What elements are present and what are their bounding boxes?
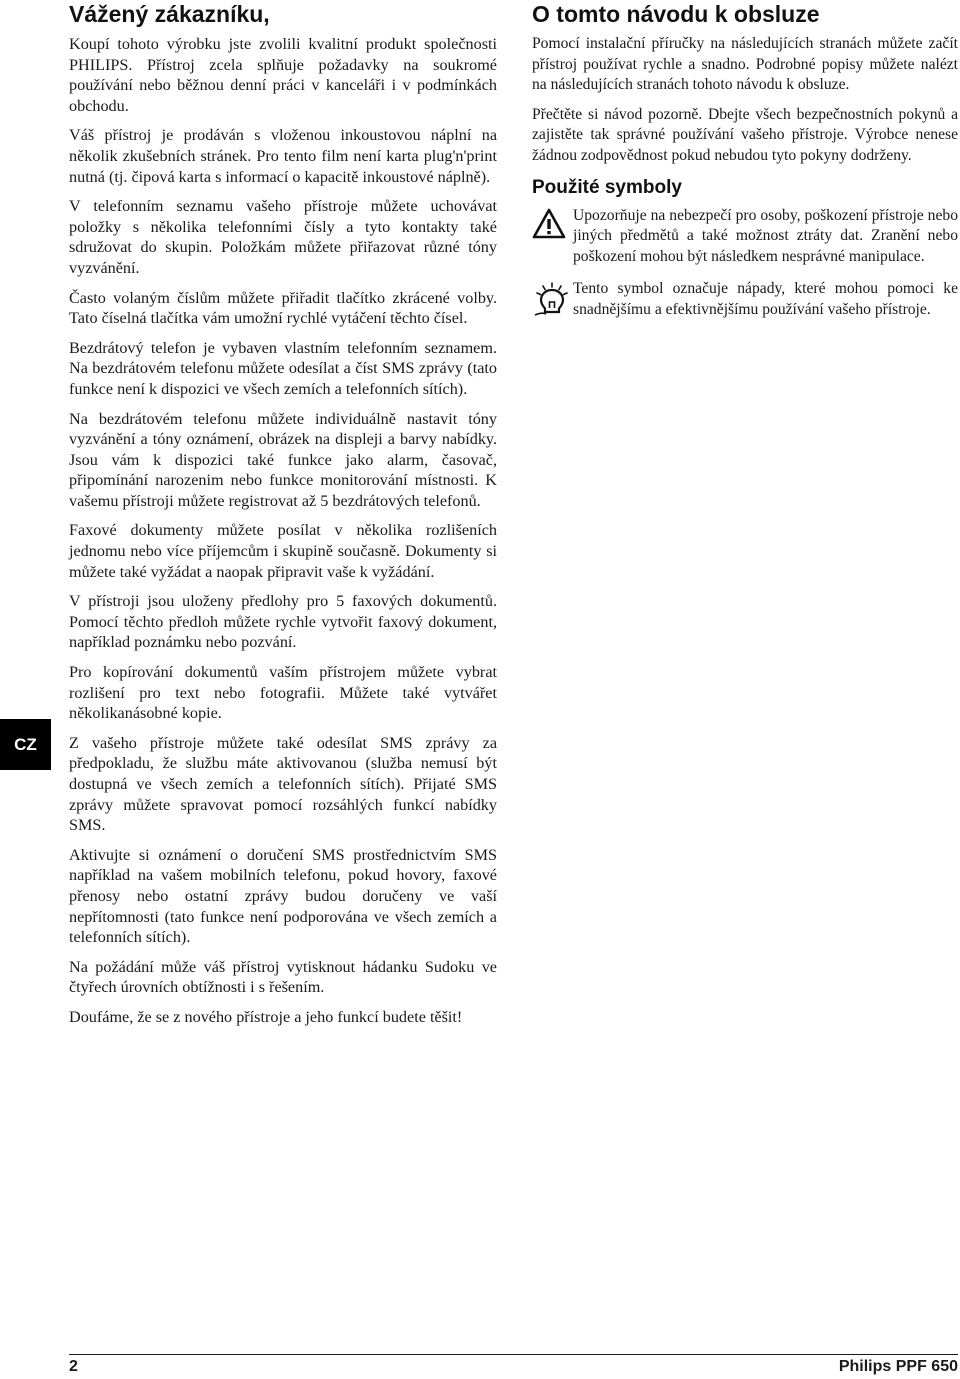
fax-templates-paragraph: V přístroji jsou uloženy předlohy pro 5 faxových dokumentů. Pomocí těchto předloh můžete rychle vytvořit faxový dokument, například poznámku nebo pozvání. [69, 592, 497, 652]
sudoku-paragraph: Na požádání může váš přístroj vytisknout hádanku Sudoku ve čtyřech úrovních obtížnosti i s řešením. [69, 957, 497, 997]
sms-paragraph: Z vašeho přístroje můžete také odesílat SMS zprávy za předpokladu, že službu máte aktivovanou (služba nemusí být dostupná ve všech zemích a telefonních sítích). Přijaté SMS zprávy můžete spravovat pomocí rozsáhlých funkcí nabídky SMS. [69, 733, 497, 835]
left-column [69, 0, 497, 1037]
footer-divider [69, 1354, 958, 1355]
language-tab: CZ [0, 719, 51, 770]
right-column [532, 0, 958, 334]
intro-paragraph: Koupí tohoto výrobku jste zvolili kvalitní produkt společnosti PHILIPS. Přístroj zcela splňuje požadavky na soukromé používání nebo běžnou denní práci v kanceláři i v podmínkách obchodu. [69, 35, 497, 115]
symbol-item-tip [532, 279, 958, 322]
page-number: 2 [69, 1358, 78, 1375]
copy-paragraph: Pro kopírování dokumentů vaším přístrojem můžete vybrat rozlišení pro text nebo fotografii. Můžete také vytvářet několikanásobné kopie. [69, 663, 497, 723]
cordless-phonebook-paragraph: Bezdrátový telefon je vybaven vlastním telefonním seznamem. Na bezdrátovém telefonu můžete odesílat a číst SMS zprávy (tato funkce není k dispozici ve všech zemích a telefonních sítích). [69, 338, 497, 398]
page-footer [69, 1357, 958, 1377]
cordless-settings-paragraph: Na bezdrátovém telefonu můžete individuálně nastavit tóny vyzvánění a tóny oznámení, obrázek na displeji a barvy nabídky. Jsou vám k dispozici také funkce jako alarm, časovač, připomínání narozenim nebo funkce monitorování místnosti. K vašemu přístroji můžete registrovat až 5 bezdrátových telefonů. [69, 409, 497, 510]
greeting-heading: Vážený zákazníku, [69, 1, 270, 27]
symbol-item-warning [532, 206, 958, 268]
manual-heading: O tomto návodu k obsluze [532, 1, 820, 27]
fax-resolution-paragraph: Faxové dokumenty můžete posílat v několika rozlišeních jednomu nebo více příjemcům i skupině současně. Dokumenty si můžete také vyžádat a naopak připravit vaše k vyžádání. [69, 521, 497, 581]
sms-notification-paragraph: Aktivujte si oznámení o doručení SMS prostřednictvím SMS například na vašem mobilních telefonu, pokud hovory, faxové přenosy nebo ostatní zprávy budou doručeny ve vaší nepřítomnosti (tato funkce není podporována ve všech zemích a telefonních sítích). [69, 845, 497, 947]
tip-lightbulb-icon [532, 279, 573, 322]
manual-safety-paragraph: Přečtěte si návod pozorně. Dbejte všech bezpečnostních pokynů a zajistěte tak správné používání vašeho přístroje. Výrobce nenese žádnou zodpovědnost pokud nebudou tyto pokyny dodrženy. [532, 105, 958, 164]
product-name: Philips PPF 650 [838, 1358, 958, 1375]
manual-intro-paragraph: Pomocí instalační příručky na následujících stranách můžete začít přístroj používat rychle a snadno. Podrobné popisy můžete nalézt na následujících stranách tohoto návodu k obsluze. [532, 35, 958, 94]
closing-paragraph: Doufáme, že se z nového přístroje a jeho funkcí budete těšit! [69, 1007, 463, 1026]
warning-icon [532, 206, 573, 245]
tip-symbol-text: Tento symbol označuje nápady, které mohou pomoci ke snadnějšímu a efektivnějšímu používání vašeho přístroje. [573, 280, 958, 318]
speed-dial-paragraph: Často volaným číslům můžete přiřadit tlačítko zkrácené volby. Tato číselná tlačítka vám umožní rychlé vytáčení těchto čísel. [69, 288, 497, 328]
symbols-heading: Použité symboly [532, 176, 682, 198]
phonebook-paragraph: V telefonním seznamu vašeho přístroje můžete uchovávat položky s několika telefonními čísly a tyto kontakty také sdružovat do skupin. Položkám můžete přiřazovat různé tóny vyzvánění. [69, 197, 497, 277]
warning-symbol-text: Upozorňuje na nebezpečí pro osoby, poškození přístroje nebo jiných předmětů a také možnost ztráty dat. Zranění nebo poškození mohou být následkem nesprávné manipulace. [573, 206, 958, 265]
ink-cartridge-paragraph: Váš přístroj je prodáván s vloženou inkoustovou náplní na několik zkušebních stránek. Pro tento film není karta plug'n'print nutná (tj. čipová karta s informací o kapacitě inkoustové náplně). [69, 126, 497, 186]
